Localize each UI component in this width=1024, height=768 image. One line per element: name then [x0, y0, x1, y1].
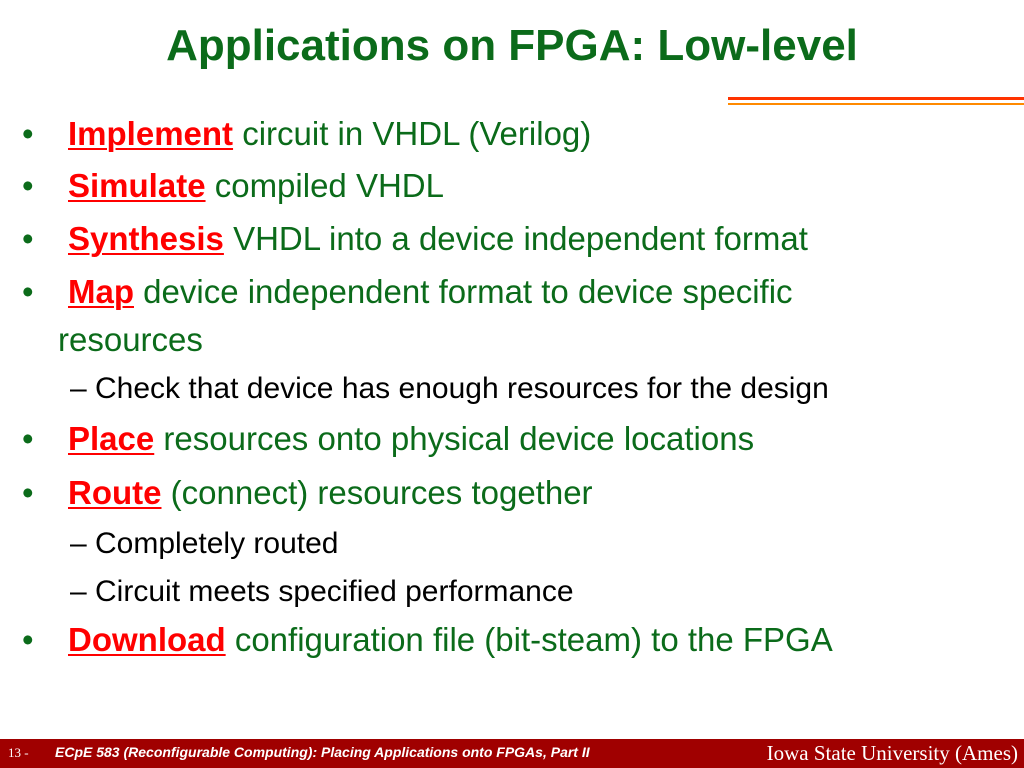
bullet-continuation: resources — [58, 321, 203, 358]
bullet-keyword-map: Map — [68, 273, 134, 310]
course-title: ECpE 583 (Reconfigurable Computing): Placing Applications onto FPGAs, Part II — [55, 744, 590, 760]
subbullet-completely-routed: – Completely routed — [70, 527, 339, 560]
bullet-rest: circuit in VHDL (Verilog) — [233, 115, 592, 152]
bullet-rest: resources onto physical device locations — [154, 420, 755, 457]
bullet-text — [68, 166, 444, 206]
slide-number: 13 - — [8, 745, 29, 760]
footer-bar — [0, 739, 1024, 768]
bullet-marker: • — [22, 420, 34, 457]
bullet-marker: • — [22, 167, 34, 204]
bullet-rest: (connect) resources together — [161, 474, 593, 511]
bullet-text — [68, 620, 833, 660]
bullet-keyword-route: Route — [68, 474, 162, 511]
bullet-rest: configuration file (bit-steam) to the FPGA — [225, 621, 833, 658]
university-name: Iowa State University (Ames) — [766, 741, 1018, 765]
subbullet-check-resources: – Check that device has enough resources for the design — [70, 372, 829, 405]
bullet-marker: • — [22, 115, 34, 152]
bullet-rest: device independent format to device specific — [134, 273, 793, 310]
bullet-marker: • — [22, 474, 34, 511]
bullet-keyword-download: Download — [68, 621, 226, 658]
bullet-text — [68, 219, 808, 259]
bullet-marker: • — [22, 621, 34, 658]
bullet-text — [68, 272, 793, 312]
bullet-keyword-synthesis: Synthesis — [68, 220, 224, 257]
bullet-keyword-implement: Implement — [68, 115, 234, 152]
bullet-text — [68, 419, 754, 459]
bullet-rest: VHDL into a device independent format — [223, 220, 808, 257]
slide-title: Applications on FPGA: Low-level — [166, 21, 858, 70]
bullet-text — [68, 473, 593, 513]
bullet-marker: • — [22, 220, 34, 257]
bullet-keyword-simulate: Simulate — [68, 167, 206, 204]
bullet-text — [68, 114, 591, 154]
bullet-rest: compiled VHDL — [205, 167, 444, 204]
bullet-marker: • — [22, 273, 34, 310]
subbullet-meets-performance: – Circuit meets specified performance — [70, 575, 574, 608]
bullet-keyword-place: Place — [68, 420, 155, 457]
